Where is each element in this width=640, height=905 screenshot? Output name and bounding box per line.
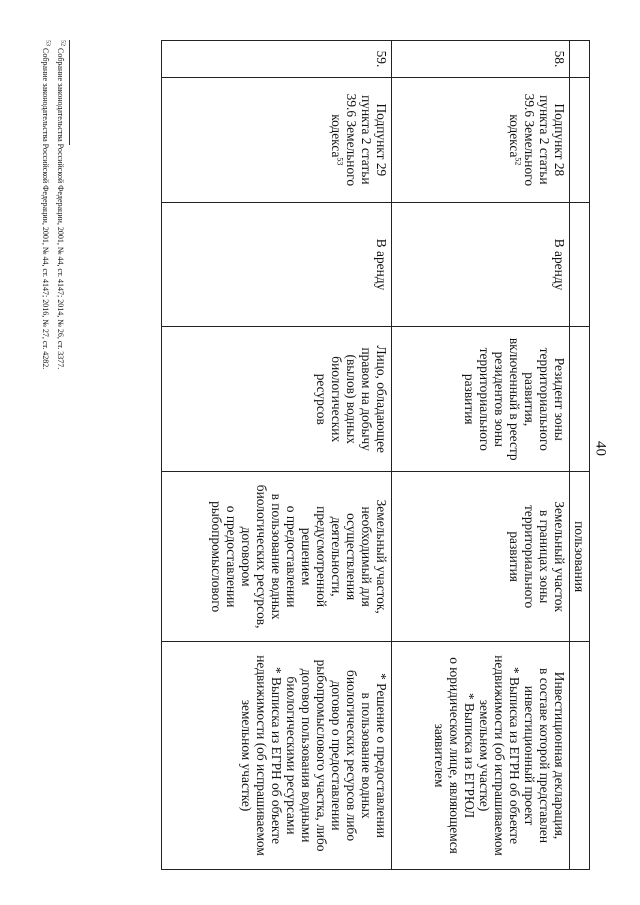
cell-line: Земельный участок [552, 501, 567, 612]
provision-kind: В аренду [392, 202, 570, 327]
cell-line: рыбопромыслового [209, 501, 224, 613]
row-number: 59. [162, 41, 392, 78]
legal-basis-cell [392, 77, 570, 202]
cell-line: решением [299, 527, 314, 586]
cont-cell-num [570, 41, 590, 78]
cell-line: территориального [537, 347, 552, 451]
cell-line: Резидент зоны [552, 357, 567, 441]
rotated-page-content [41, 40, 590, 870]
cell-line: недвижимости (об испрашиваемом [254, 655, 269, 856]
footnote-text: Собрание законодательства Российской Федерации, 2001, № 44, ст. 4147; 2016, № 27, ст. 4282. [41, 48, 51, 370]
cont-cell-basis [570, 77, 590, 202]
row-number: 58. [392, 41, 570, 78]
cell-line: о предоставлении [224, 505, 239, 608]
cell-line: развития [462, 373, 477, 425]
cell-line: развития [507, 531, 522, 582]
cell-line: территориального [477, 347, 492, 451]
footnote-text: Собрание законодательства Российской Федерации, 2001, № 44, ст. 4147; 2014, № 26, ст. 3377. [56, 48, 65, 370]
cell-line: Земельный участок, [374, 499, 389, 614]
applicant-cell [162, 327, 392, 472]
footnotes [36, 40, 70, 870]
cell-line: * Выписка из ЕГРН об объекте [269, 667, 284, 845]
land-plot-cell [162, 472, 392, 642]
provision-kind: В аренду [162, 202, 392, 327]
table-continuation-row [570, 41, 590, 870]
cell-line: Подпункт 28 [552, 103, 567, 177]
cont-cell-kind [570, 202, 590, 327]
cell-line: биологическими ресурсами [284, 676, 299, 835]
cell-line: включенный в реестр [507, 337, 522, 461]
cell-line: недвижимости (об испрашиваемом [492, 655, 507, 856]
cell-line: пункта 2 статьи [359, 95, 374, 185]
cell-line: ресурсов [314, 373, 329, 425]
cont-cell-land [570, 472, 590, 642]
cell-line: инвестиционный проект [522, 685, 537, 826]
cont-cell-docs [570, 642, 590, 870]
footnote-mark: 52 [59, 40, 66, 46]
cell-line: Подпункт 29 [374, 103, 389, 177]
cell-line: договором [239, 526, 254, 587]
cell-line: предусмотренной [314, 506, 329, 608]
cell-line: (вылов) водных [344, 354, 359, 444]
footnote-ref: 53 [335, 157, 345, 166]
legal-basis-cell [162, 77, 392, 202]
documents-cell [162, 642, 392, 870]
cont-cell-subject [570, 327, 590, 472]
footnote-mark: 53 [45, 40, 52, 46]
cell-line: необходимый для [359, 506, 374, 607]
cell-line: осуществления [344, 513, 359, 601]
footnote-divider [69, 40, 70, 145]
cell-line: резидентов зоны [492, 351, 507, 447]
table-row [392, 41, 570, 870]
cell-line: земельном участке) [239, 699, 254, 812]
cell-line: рыбопромыслового участка, либо [314, 659, 329, 852]
footnote-ref: 52 [513, 157, 523, 166]
cell-line: 39.6 Земельного [344, 93, 359, 187]
continuation-text: пользования [572, 521, 587, 593]
cell-line: в составе которой представлен [537, 668, 552, 844]
table-row [162, 41, 392, 870]
land-plot-cell [392, 472, 570, 642]
cell-line: Инвестиционная декларация, [552, 671, 567, 840]
land-provision-table [161, 40, 590, 870]
cell-line: правом на добычу [359, 347, 374, 451]
cell-line: территориального [522, 505, 537, 609]
applicant-cell [392, 327, 570, 472]
cell-line: договор о предоставлении [329, 680, 344, 831]
cell-line: кодекса$^{53}$ [329, 114, 345, 166]
cell-line: кодекса$^{52}$ [507, 114, 523, 166]
documents-cell [392, 642, 570, 870]
cell-line: биологических ресурсов либо [344, 670, 359, 842]
cell-line: договор пользования водными [299, 668, 314, 843]
cell-line: в границах зоны [537, 509, 552, 604]
cell-line: * Выписка из ЕГРН об объекте [507, 667, 522, 845]
cell-line: биологических ресурсов, [254, 484, 269, 629]
cell-line: о юридическом лице, являющемся [447, 657, 462, 854]
cell-line: * Решение о предоставлении [374, 673, 389, 838]
cell-line: биологических [329, 356, 344, 443]
cell-line: развития, [522, 372, 537, 427]
cell-line: * Выписка из ЕГРЮЛ [462, 692, 477, 819]
cell-line: заявителем [432, 723, 447, 788]
footnote [41, 40, 51, 870]
cell-line: Лицо, обладающее [374, 345, 389, 454]
page-number: 40 [592, 441, 609, 456]
cell-line: в пользование водных [269, 493, 284, 620]
cell-line: земельном участке) [477, 699, 492, 812]
cell-line: в пользование водных [359, 692, 374, 819]
cell-line: 39.6 Земельного [522, 93, 537, 187]
cell-line: пункта 2 статьи [537, 95, 552, 185]
cell-line: о предоставлении [284, 505, 299, 608]
footnote [55, 40, 65, 870]
cell-line: деятельности, [329, 516, 344, 597]
